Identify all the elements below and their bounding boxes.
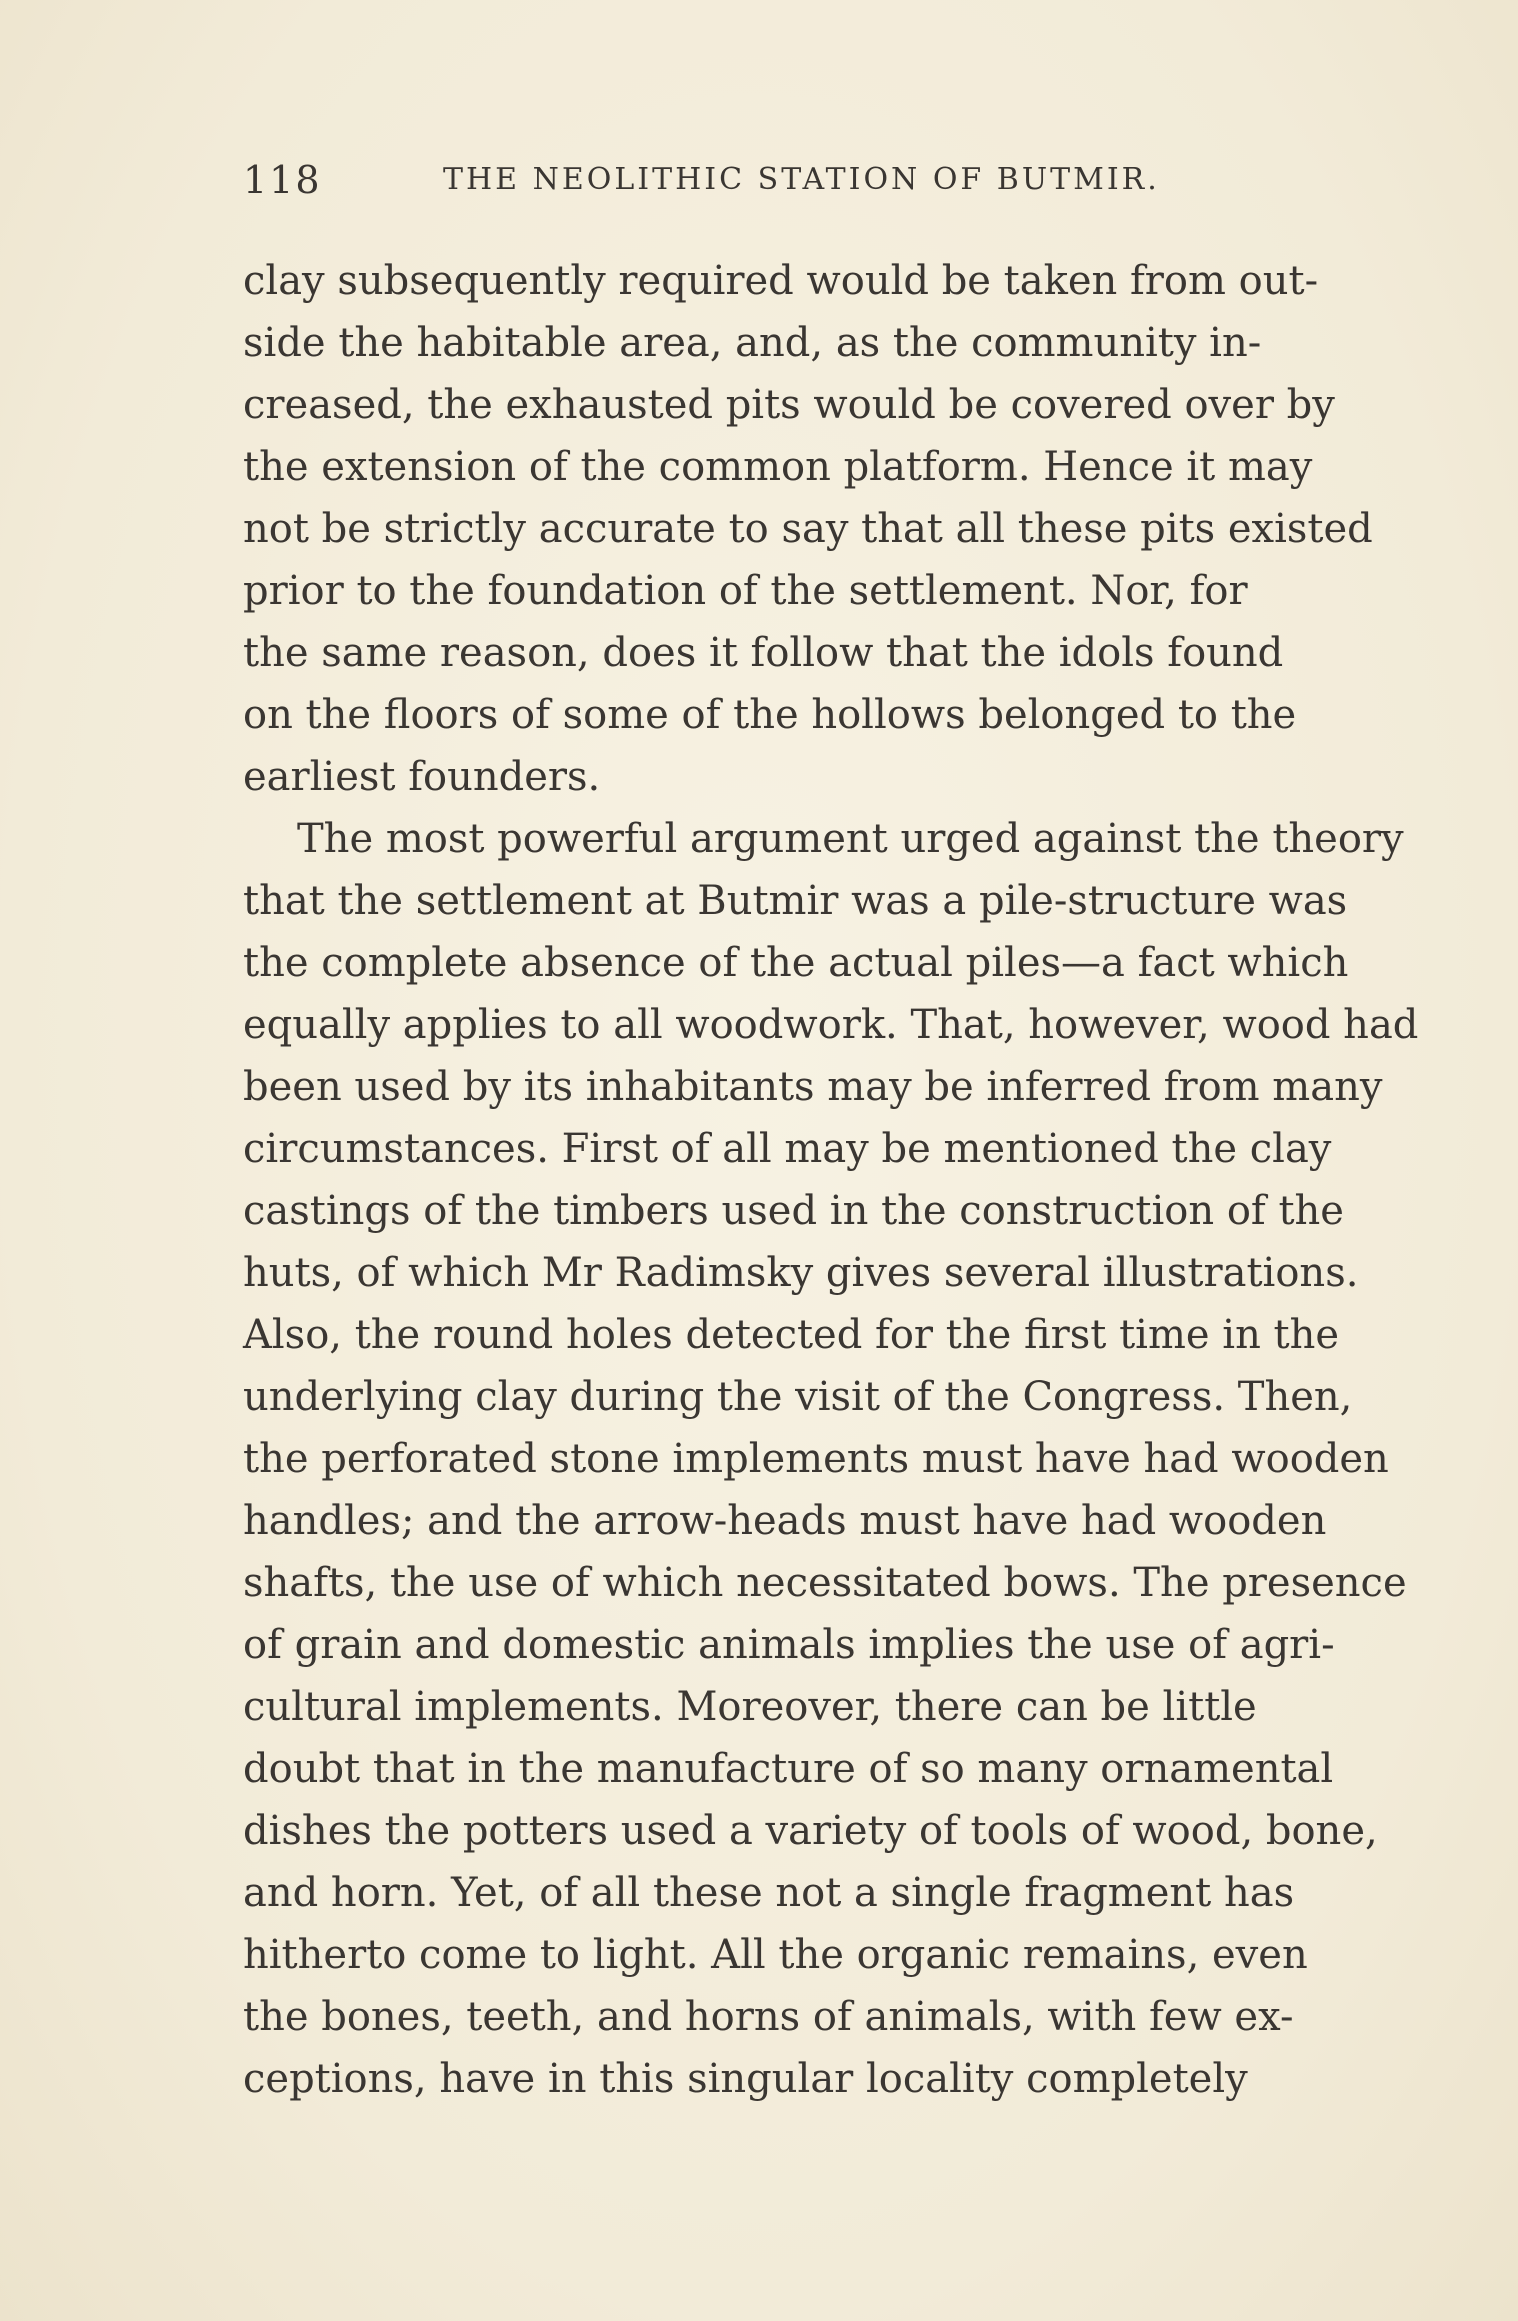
text-line: on the floors of some of the hollows belonged to the	[243, 692, 1297, 738]
text-line: side the habitable area, and, as the community in-	[243, 320, 1262, 366]
text-line: the same reason, does it follow that the idols found	[243, 630, 1284, 676]
text-line: the complete absence of the actual piles—a fact which	[243, 940, 1349, 986]
text-line: earliest founders.	[243, 754, 601, 800]
text-line: underlying clay during the visit of the Congress. Then,	[243, 1374, 1353, 1420]
text-line: prior to the foundation of the settlement. Nor, for	[243, 568, 1248, 614]
text-line: castings of the timbers used in the construction of the	[243, 1188, 1344, 1234]
text-line: creased, the exhausted pits would be covered over by	[243, 382, 1335, 428]
text-line: ceptions, have in this singular locality completely	[243, 2056, 1248, 2102]
page-number: 118	[243, 158, 322, 202]
text-line: and horn. Yet, of all these not a single fragment has	[243, 1870, 1295, 1916]
body-text	[243, 250, 1423, 2110]
running-head	[243, 150, 1253, 210]
text-line: circumstances. First of all may be mentioned the clay	[243, 1126, 1332, 1172]
text-line: huts, of which Mr Radimsky gives several illustrations.	[243, 1250, 1359, 1296]
text-line: the perforated stone implements must have had wooden	[243, 1436, 1389, 1482]
text-line: the extension of the common platform. Hence it may	[243, 444, 1313, 490]
text-line: doubt that in the manufacture of so many ornamental	[243, 1746, 1334, 1792]
text-line: been used by its inhabitants may be inferred from many	[243, 1064, 1383, 1110]
text-line: handles; and the arrow-heads must have had wooden	[243, 1498, 1327, 1544]
text-line: that the settlement at Butmir was a pile-structure was	[243, 878, 1348, 924]
text-line: the bones, teeth, and horns of animals, with few ex-	[243, 1994, 1294, 2040]
text-line: cultural implements. Moreover, there can be little	[243, 1684, 1257, 1730]
paragraph-start-line: The most powerful argument urged against the theory	[297, 816, 1404, 862]
text-line: not be strictly accurate to say that all these pits existed	[243, 506, 1373, 552]
text-line: hitherto come to light. All the organic remains, even	[243, 1932, 1308, 1978]
running-title: THE NEOLITHIC STATION OF BUTMIR.	[443, 162, 1160, 197]
text-line: clay subsequently required would be taken from out-	[243, 258, 1319, 304]
text-line: Also, the round holes detected for the first time in the	[243, 1312, 1340, 1358]
text-line: equally applies to all woodwork. That, however, wood had	[243, 1002, 1419, 1048]
text-line: of grain and domestic animals implies the use of agri-	[243, 1622, 1335, 1668]
text-line: shafts, the use of which necessitated bows. The presence	[243, 1560, 1407, 1606]
text-line: dishes the potters used a variety of tools of wood, bone,	[243, 1808, 1378, 1854]
